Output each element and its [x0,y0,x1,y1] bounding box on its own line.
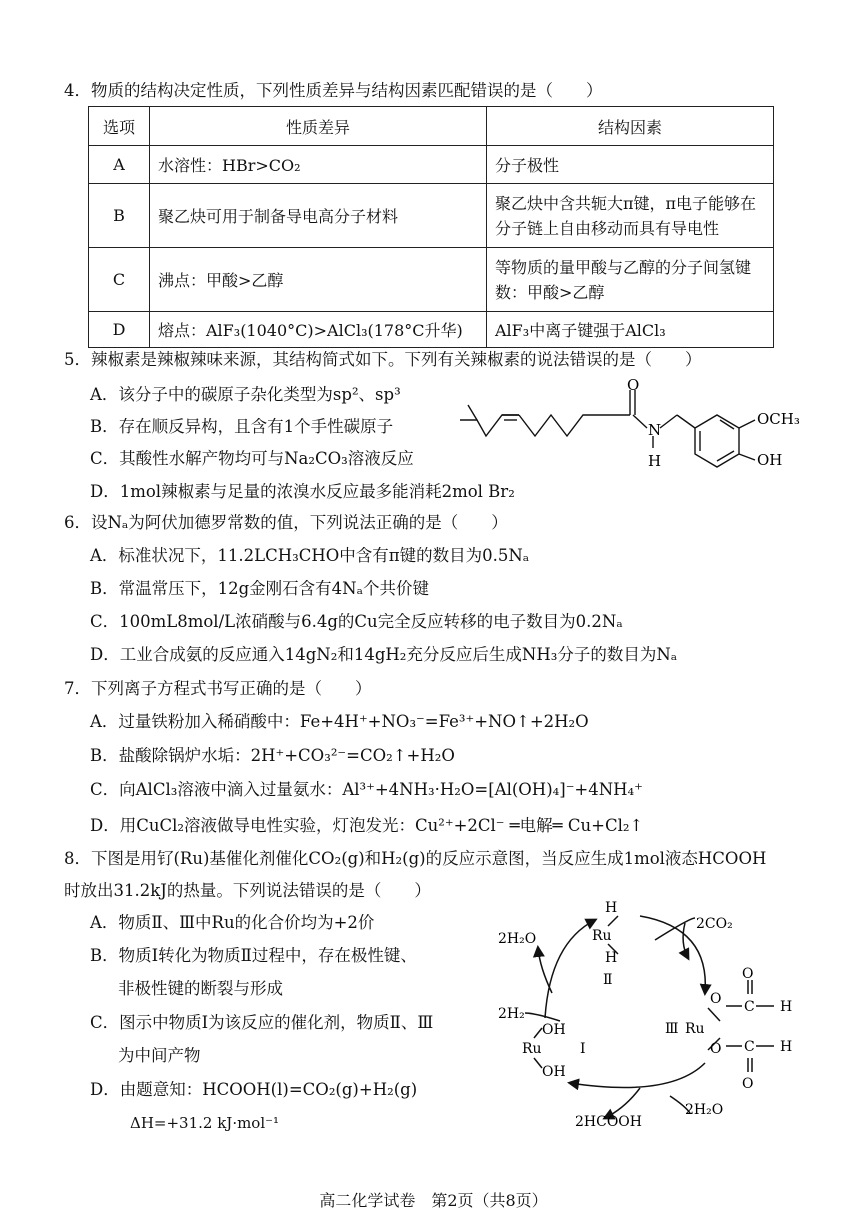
water-bottom-label: 2H₂O [685,1102,724,1118]
nitrogen-label: N [648,421,662,439]
header-cause: 结构因素 [487,107,774,146]
species-i-label: Ⅰ [580,1041,586,1057]
oxygen-label: O [710,991,722,1007]
ru2-label: Ru [592,928,612,944]
capsaicin-structure [455,378,815,478]
row-property: 熔点：AlF₃(1040°C)>AlCl₃(178°C升华) [150,312,487,348]
oxygen-label: O [627,378,640,394]
table-row [89,146,774,184]
q4-stem: 4．物质的结构决定性质，下列性质差异与结构因素匹配错误的是（ ） [64,81,603,100]
oxygen-label: O [742,966,754,982]
row-option: C [89,248,150,312]
q6-option-b: B．常温常压下，12g金刚石含有4Nₐ个共价键 [90,579,429,598]
q6-option-c: C．100mL8mol/L浓硝酸与6.4g的Cu完全反应转移的电子数目为0.2Nₐ [90,612,623,631]
ru3-label: Ru [685,1021,705,1037]
species-iii-label: Ⅲ [665,1021,679,1037]
row-cause: AlF₃中离子键强于AlCl₃ [487,312,774,348]
row-cause: 等物质的量甲酸与乙醇的分子间氢键数：甲酸>乙醇 [487,248,774,312]
q5-option-d: D．1mol辣椒素与足量的浓溴水反应最多能消耗2mol Br₂ [90,482,515,501]
q4-table [88,106,774,348]
row-option: D [89,312,150,348]
q5-stem: 5．辣椒素是辣椒辣味来源，其结构简式如下。下列有关辣椒素的说法错误的是（ ） [64,350,702,369]
q5-option-b: B．存在顺反异构，且含有1个手性碳原子 [90,417,394,436]
row-property: 水溶性：HBr>CO₂ [150,146,487,184]
oxygen-label: O [710,1041,722,1057]
hydrogen-gas-label: 2H₂ [498,1006,525,1022]
hydroxyl-label: OH [757,451,783,469]
q8-option-c-line2: 为中间产物 [118,1046,201,1065]
table-row [89,312,774,348]
methoxy-label: OCH₃ [757,410,800,428]
row-property: 沸点：甲酸>乙醇 [150,248,487,312]
table-row [89,248,774,312]
ru1-label: Ru [522,1041,542,1057]
ru2-hydrogen-top: H [605,900,618,916]
carbon-label: C [744,1039,755,1055]
formic-acid-label: 2HCOOH [575,1114,642,1130]
ru1-hydroxyl-bottom: OH [542,1064,566,1080]
oxygen-label: O [742,1076,754,1092]
species-ii-label: Ⅱ [603,972,613,988]
q7-option-d: D．用CuCl₂溶液做导电性实验，灯泡发光：Cu²⁺+2Cl⁻ ═电解═ Cu+Cl₂↑ [90,816,644,835]
header-property: 性质差异 [150,107,487,146]
ru2-hydrogen-bottom: H [605,950,618,966]
co2-label: 2CO₂ [696,916,733,932]
table-header-row [89,107,774,146]
q6-option-a: A．标准状况下，11.2LCH₃CHO中含有π键的数目为0.5Nₐ [90,546,530,565]
row-cause: 聚乙炔中含共轭大π键，π电子能够在分子链上自由移动而具有导电性 [487,184,774,248]
q7-stem: 7．下列离子方程式书写正确的是（ ） [64,679,372,698]
catalytic-cycle-diagram [480,898,820,1138]
q8-option-c-line1: C．图示中物质Ⅰ为该反应的催化剂，物质Ⅱ、Ⅲ [90,1013,434,1032]
q7-option-b: B．盐酸除锅炉水垢：2H⁺+CO₃²⁻=CO₂↑+H₂O [90,746,455,765]
q6-option-d: D．工业合成氨的反应通入14gN₂和14gH₂充分反应后生成NH₃分子的数目为Nₐ [90,645,678,664]
q5-option-c: C．其酸性水解产物均可与Na₂CO₃溶液反应 [90,449,414,468]
header-option: 选项 [89,107,150,146]
hydrogen-label: H [780,999,793,1015]
table-row [89,184,774,248]
row-cause: 分子极性 [487,146,774,184]
q8-option-a: A．物质Ⅱ、Ⅲ中Ru的化合价均为+2价 [90,913,375,932]
row-option: B [89,184,150,248]
q8-stem-line2: 时放出31.2kJ的热量。下列说法错误的是（ ） [64,881,431,900]
ru1-hydroxyl-top: OH [542,1022,566,1038]
q8-option-d-line2: ΔH=+31.2 kJ·mol⁻¹ [130,1114,280,1132]
row-option: A [89,146,150,184]
water-top-label: 2H₂O [498,931,537,947]
q6-stem: 6．设Nₐ为阿伏加德罗常数的值，下列说法正确的是（ ） [64,513,508,532]
q8-option-b-line2: 非极性键的断裂与形成 [118,979,283,998]
hydrogen-label: H [780,1039,793,1055]
carbon-label: C [744,999,755,1015]
hydrogen-label: H [648,452,662,470]
q8-stem-line1: 8．下图是用钌(Ru)基催化剂催化CO₂(g)和H₂(g)的反应示意图，当反应生成1mol液态HCOOH [64,849,767,868]
q8-option-b-line1: B．物质Ⅰ转化为物质Ⅱ过程中，存在极性键、 [90,946,417,965]
q7-option-a: A．过量铁粉加入稀硝酸中：Fe+4H⁺+NO₃⁻=Fe³⁺+NO↑+2H₂O [90,712,589,731]
page-footer: 高二化学试卷 第2页（共8页） [319,1191,548,1210]
q5-option-a: A．该分子中的碳原子杂化类型为sp²、sp³ [90,385,401,404]
q7-option-c: C．向AlCl₃溶液中滴入过量氨水：Al³⁺+4NH₃·H₂O=[Al(OH)₄]⁻+4NH₄⁺ [90,780,643,799]
q8-option-d-line1: D．由题意知：HCOOH(l)=CO₂(g)+H₂(g) [90,1080,418,1099]
row-property: 聚乙炔可用于制备导电高分子材料 [150,184,487,248]
